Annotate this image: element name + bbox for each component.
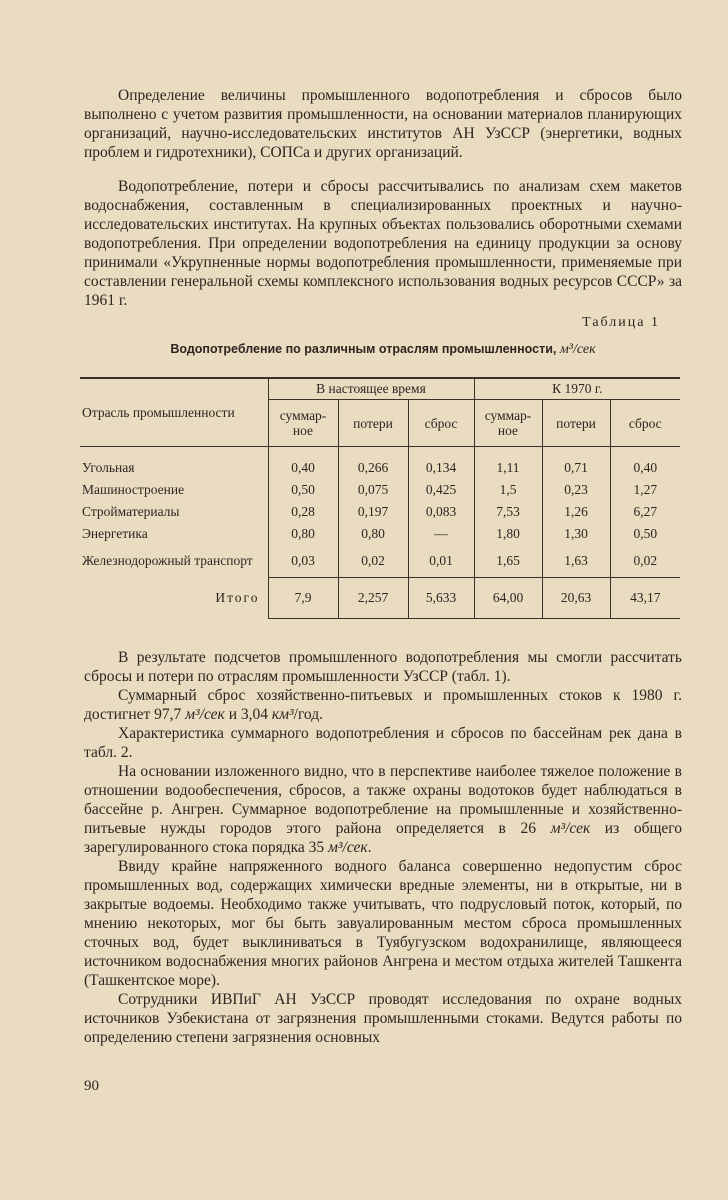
text-segment: . (367, 839, 372, 856)
table-cell: — (408, 523, 474, 545)
text-segment: На основании изложенного видно, что в перспективе наиболее тяжелое положение в отношении водообеспечения, сбросов, а также охраны водотоков будет наблюдаться в бассейне р. Ангрен. Суммарное водопотребление на промышленные и хозяйственно-питьевые нужды городов этого района определяется в 26 (84, 763, 682, 837)
paragraph-method: Водопотребление, потери и сбросы рассчитывались по анализам схем макетов водоснабжения, составленным в специализированных проектных и научно-исследовательских институтах. На крупных объектах пользовались оборотными схемами водопотребления. При определении водопотребления на единицу продукции за основу принимали «Укрупненные нормы водопотребления промышленности, применяемые при составлении генеральной схемы комплексного использования водных ресурсов СССР» за 1961 г. (84, 178, 682, 309)
table-cell: 0,197 (338, 501, 408, 523)
table-cell: 1,26 (542, 501, 610, 523)
table-title-text: Водопотребление по различным отраслям промышленности, (170, 342, 557, 356)
table-cell: 0,075 (338, 479, 408, 501)
table-cell: 0,71 (542, 447, 610, 480)
paragraph-intro: Определение величины промышленного водопотребления и сбросов было выполнено с учетом развития промышленности, на основании материалов планирующих организаций, научно-исследовательских институтов АН УзССР (энергетики, водных проблем и гидротехники), СОПСа и других организаций. (84, 87, 682, 161)
table-cell: 7,53 (474, 501, 542, 523)
table-group-header-row (80, 378, 680, 400)
group-header-current: В настоящее время (268, 378, 474, 400)
table-cell: 5,633 (408, 578, 474, 619)
table-cell: 1,30 (542, 523, 610, 545)
table-cell: 43,17 (610, 578, 680, 619)
column-header-total-current: суммар-ное (268, 400, 338, 447)
column-header-losses-1970: потери (542, 400, 610, 447)
table-cell: 0,425 (408, 479, 474, 501)
table-cell: 1,11 (474, 447, 542, 480)
text-segment: /год. (293, 706, 323, 723)
paragraph-water-balance: Ввиду крайне напряженного водного баланса совершенно недопустим сброс промышленных вод, содержащих химически вредные элементы, ни в открытые, ни в закрытые водоемы. Необходимо также учитывать, что подрусловый поток, который, по мнению некоторых, мог бы быть завуалированным местом сброса промышленных сточных вод, будет выклиниваться в Туябугузском водохранилище, являющееся источником водоснабжения многих районов Ангрена и местом отдыха жителей Ташкента (Ташкентское море). (84, 858, 682, 989)
table-cell: 0,02 (610, 545, 680, 578)
table-cell: 0,40 (268, 447, 338, 480)
text-segment: Суммарный сброс хозяйственно-питьевых и промышленных стоков к 1980 г. достигнет 97,7 (84, 687, 682, 723)
table-cell: 64,00 (474, 578, 542, 619)
column-header-losses-current: потери (338, 400, 408, 447)
paragraph-basins: Характеристика суммарного водопотребления и сбросов по бассейнам рек дана в табл. 2. (84, 725, 682, 761)
unit-text: м³/сек (550, 820, 591, 837)
group-header-1970: К 1970 г. (474, 378, 680, 400)
unit-text: м³/сек (185, 706, 225, 723)
row-label: Энергетика (80, 523, 268, 545)
table-row (80, 501, 680, 523)
table-cell: 7,9 (268, 578, 338, 619)
table-row (80, 523, 680, 545)
table-cell: 0,083 (408, 501, 474, 523)
table-cell: 0,28 (268, 501, 338, 523)
column-header-industry: Отрасль промышленности (80, 378, 268, 447)
table-row (80, 447, 680, 480)
paragraph-research: Сотрудники ИВПиГ АН УзССР проводят исследования по охране водных источников Узбекистана от загрязнения промышленными стоками. Ведутся работы по определению степени загрязнения основных (84, 991, 682, 1046)
paragraph-angren (84, 762, 682, 857)
unit-text: м³/сек (328, 839, 368, 856)
table-cell: 2,257 (338, 578, 408, 619)
table-cell: 20,63 (542, 578, 610, 619)
row-label: Железнодорожный транспорт (80, 545, 268, 578)
table-cell: 0,23 (542, 479, 610, 501)
table-cell: 1,27 (610, 479, 680, 501)
table-cell: 0,50 (610, 523, 680, 545)
row-label: Машиностроение (80, 479, 268, 501)
table-title-unit: м³/сек (559, 342, 596, 357)
column-header-discharge-1970: сброс (610, 400, 680, 447)
row-label: Угольная (80, 447, 268, 480)
table-cell: 0,134 (408, 447, 474, 480)
row-label: Стройматериалы (80, 501, 268, 523)
water-consumption-table (80, 377, 680, 619)
table-cell: 1,5 (474, 479, 542, 501)
table-cell: 0,40 (610, 447, 680, 480)
paragraph-results: В результате подсчетов промышленного водопотребления мы смогли рассчитать сбросы и потери по отраслям промышленности УзССР (табл. 1). (84, 649, 682, 685)
unit-text: км³ (271, 706, 294, 723)
body-text-lower (84, 648, 682, 1047)
table-cell: 0,01 (408, 545, 474, 578)
table-title (84, 342, 682, 358)
table-cell: 0,02 (338, 545, 408, 578)
column-header-discharge-current: сброс (408, 400, 474, 447)
table-cell: 0,03 (268, 545, 338, 578)
total-label: Итого (80, 578, 268, 619)
paragraph-total-discharge (84, 686, 682, 724)
table-cell: 1,80 (474, 523, 542, 545)
table-cell: 0,80 (338, 523, 408, 545)
column-header-total-1970: суммар-ное (474, 400, 542, 447)
table-cell: 0,50 (268, 479, 338, 501)
table-cell: 0,80 (268, 523, 338, 545)
table-cell: 1,65 (474, 545, 542, 578)
page-number: 90 (84, 1078, 99, 1094)
text-segment: и 3,04 (224, 706, 272, 723)
table-row (80, 545, 680, 578)
table-total-row (80, 578, 680, 619)
table-cell: 0,266 (338, 447, 408, 480)
table-cell: 6,27 (610, 501, 680, 523)
table-cell: 1,63 (542, 545, 610, 578)
table-row (80, 479, 680, 501)
text-segment: из общего зарегулированного стока порядка 35 (84, 820, 682, 856)
table-number-label: Таблица 1 (582, 315, 660, 330)
